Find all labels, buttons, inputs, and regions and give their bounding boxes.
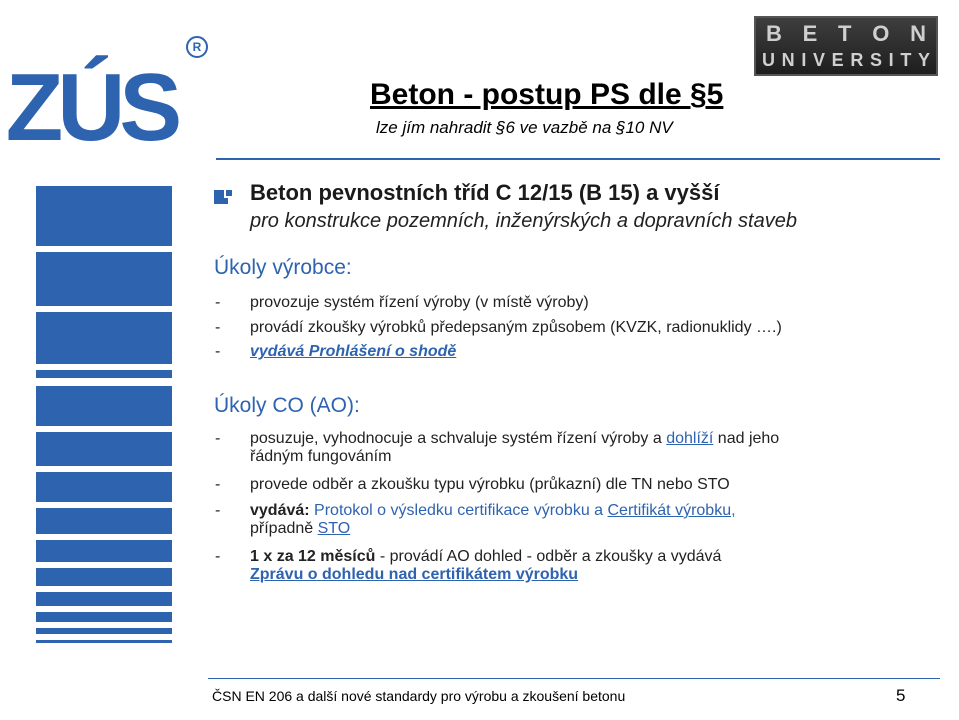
producer-tasks-heading: Úkoly výrobce: [214,256,352,279]
footer-divider [208,678,940,679]
deco-block [36,612,172,622]
badge-row-beton [762,21,930,47]
dash: - [215,294,221,311]
dash: - [215,476,221,493]
dash: - [215,343,221,360]
badge-letter: V [812,50,825,70]
badge-letter: O [872,21,890,46]
deco-block [36,432,172,466]
dash: - [215,319,221,336]
deco-block [36,252,172,306]
badge-letter: T [838,21,852,46]
inspection-report-link[interactable]: Zprávu o dohledu nad certifikátem výrobku [250,566,579,583]
producer-task: provádí zkoušky výrobků předepsaným způsobem (KVZK, radionuklidy ….) [250,319,782,336]
co-task [250,502,736,538]
badge-letter: S [869,50,882,70]
deco-block [36,312,172,364]
page-number: 5 [896,686,906,705]
badge-letter: T [900,50,912,70]
co-task [250,430,779,466]
page-title: Beton - postup PS dle §5 [370,78,724,111]
text: nad jeho [713,430,780,447]
declaration-link[interactable]: vydává Prohlášení o shodě [250,343,457,360]
dash: - [215,548,221,565]
text: 1 x za 12 měsíců [250,548,376,565]
text: řádným fungováním [250,448,392,465]
deco-block [36,540,172,562]
deco-block [36,508,172,534]
co-tasks-heading: Úkoly CO (AO): [214,394,360,417]
text: - provádí AO dohled - odběr a zkoušky a vydává [375,548,722,565]
beton-university-logo [754,16,938,76]
supervises-link[interactable]: dohlíží [666,430,714,447]
deco-block [36,592,172,606]
deco-block [36,370,172,378]
deco-block [36,472,172,502]
badge-letter: E [831,50,844,70]
deco-block [36,568,172,586]
badge-letter: U [762,50,775,70]
text: případně [250,520,318,537]
certificate-link[interactable]: Certifikát výrobku, [607,502,736,519]
badge-letter: N [781,50,795,70]
zus-logo [4,40,209,166]
bullet-square-icon [214,190,232,204]
sto-link[interactable]: STO [317,520,351,537]
deco-block [36,386,172,426]
producer-task: provozuje systém řízení výroby (v místě výroby) [250,294,589,311]
section-subheading: pro konstrukce pozemních, inženýrských a dopravních staveb [250,210,797,232]
co-task: provede odběr a zkoušku typu výrobku (průkazní) dle TN nebo STO [250,476,730,493]
deco-block [36,628,172,634]
text: posuzuje, vyhodnocuje a schvaluje systém řízení výroby a [250,430,667,447]
deco-block [36,640,172,643]
badge-row-university [762,50,930,71]
protocol-text: Protokol o výsledku certifikace výrobku a [309,502,608,519]
dash: - [215,502,221,519]
badge-letter: N [910,21,926,46]
badge-letter: B [766,21,782,46]
badge-letter: R [850,50,864,70]
text: vydává: [250,502,310,519]
deco-block [36,186,172,246]
page-subtitle: lze jím nahradit §6 ve vazbě na §10 NV [376,118,673,137]
badge-letter: E [802,21,818,46]
badge-letter: Y [917,50,930,70]
registered-mark-icon: R [186,36,208,58]
logo-text: ZÚS [5,54,177,161]
footer-text: ČSN EN 206 a další nové standardy pro výrobu a zkoušení betonu [212,688,626,704]
co-task [250,548,721,584]
dash: - [215,430,221,447]
badge-letter: I [801,50,807,70]
badge-letter: I [888,50,894,70]
section-heading: Beton pevnostních tříd C 12/15 (B 15) a vyšší [250,180,720,205]
title-divider [216,158,940,160]
